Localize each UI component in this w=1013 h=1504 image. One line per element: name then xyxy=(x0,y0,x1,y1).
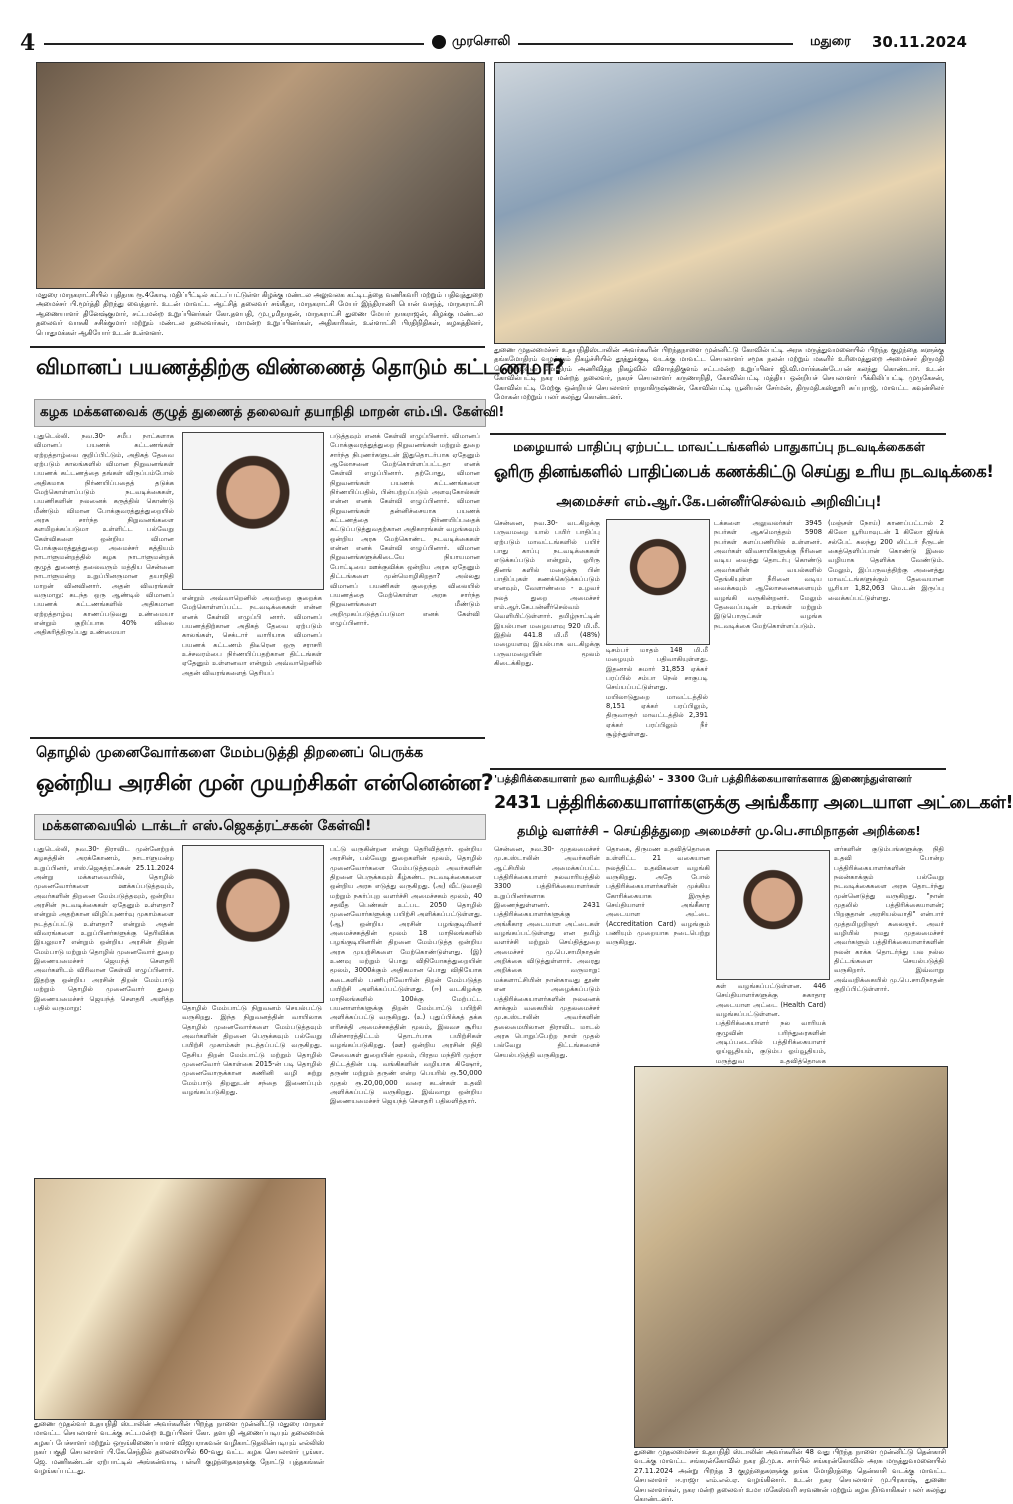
masthead-right-rule xyxy=(518,43,793,45)
divider xyxy=(490,768,946,770)
article3-subheadline: மக்களவையில் டாக்டர் எஸ்.ஜெகத்ரட்சகன் கேள்வி! xyxy=(42,818,372,834)
article3-col1: புதுடெல்லி, நவ.30- திராவிட முன்னேற்றக் கழகத்தின் அரக்கோணம், நாடாளுமன்ற உறுப்பினர், எஸ்.ஜெகத்ரட்சகன் 25.11.2024 அன்று மக்களவையில், தொழில் முனைவோர்களை ஊக்கப்படுத்தவும், அவர்களின் திறனை மேம்படுத்தவும், ஒன்றிய அரசின் நடவடிக்கைகள் ஏதேனும் உள்ளதா? என்றும் அதற்கான விழிப்புணர்வு முகாம்களை நடத்தப்பட்டு உள்ளதா? என்றும் அதன் விவரங்களை உறுப்பினர்களுக்கு தெரிவிக்க இயலுமா? என்றும் ஒன்றிய அரசின் திறன் மேம்பாடு மற்றும் தொழில் முனைவோர் துறை இணையமைச்சர் ஜெயந்த் சௌதரி அவர்களிடம் விரிவான கேள்வி எழுப்பினார். இதற்கு ஒன்றிய அரசின் திறன் மேம்பாடு மற்றும் தொழில் முனைவோர் துறை இணையமைச்சர் ஜெயந்த் சௌதரி அளித்த பதில் வருமாறு: xyxy=(34,845,174,1012)
article4-headline: 2431 பத்திரிக்கையாளர்களுக்கு அங்கீகார அடையாள அட்டைகள்! xyxy=(494,793,1013,813)
article4-subheadline: தமிழ் வளர்ச்சி – செய்தித்துறை அமைச்சர் மு.பெ.சாமிநாதன் அறிக்கை! xyxy=(517,823,921,838)
article4-col3: கள் வழங்கப்பட்டுள்ளன. 446 செய்தியாளர்களுக்கு சுகாதார அடையாள அட்டை (Health Card) வழங்கப்பட்டுள்ளன. பத்திரிக்கையாளர் நல வாரியக் குழுவின் பரிந்துரைகளின் அடிப்படையில் பத்திரிக்கையாளர் ஓய்வூதியம், குடும்ப ஓய்வூதியம், மருத்துவ உதவித்தொகை xyxy=(716,982,826,1065)
article1-subheadline: கழக மக்களவைக் குழுத் துணைத் தலைவர் தயாநிதி மாறன் எம்.பி. கேள்வி! xyxy=(40,404,505,420)
masthead xyxy=(16,30,967,56)
masthead-logo-icon xyxy=(432,35,446,49)
article1-col1: புதுடெல்லி. நவ.30- சமீப நாட்களாக விமானப் பயணக் கட்டணங்கள் ஏற்றத்தாழ்வை குறிப்பிட்டும், அதிகத் தேவை ஏற்படும் காலங்களில் விமான நிறுவனங்கள் பயணக் கட்டணத்தை தங்கள் விருப்பம்போல் அதிகமாக நிர்ணயிப்பதைத் தடுக்க மேற்கொள்ளப்படும் நடவடிக்கைகள், பயணிகளின் நலனைக் கருத்தில் கொண்டு மீண்டும் விமான போக்குவரத்துத்துறையில் அரசு சார்ந்த நிறுவனங்களை களமிறக்கப்படுமா உள்ளிட்ட பல்வேறு கேள்விகளை ஒன்றிய விமான போக்குவரத்துத்துறை அமைச்சர் கத்தியம் நாடாளுமன்றத்தில் கழக நாடாளுமன்றக் குழுத் துணைத் தலைவரும் மத்திய சென்னை நாடாளுமன்ற உறுப்பினருமான தயாநிதி மாறன் வினவினார். அதன் விவரங்கள் வருமாறு: கடந்த ஒரு ஆண்டில் விமானப் பயணக் கட்டணங்களில் அதிகமான ஏற்றத்தாழ்வு காணப்படுவது உண்மையா என்றும் குறிப்பாக 40% விலை அதிகரித்திருப்பது உண்மையா xyxy=(34,432,174,637)
photo-dayanidhi-maran xyxy=(182,432,324,590)
divider xyxy=(490,433,946,435)
divider xyxy=(30,737,485,739)
article3-col3: பட்டு வருகின்றன என்று தெரிவித்தார். ஒன்றிய அரசின், பல்வேறு துறைகளின் மூலம், தொழில் முனைவோர்களை மேம்படுத்தவும் அவர்களின் திறனை பெருக்கவும் கீழ்கண்ட நடவடிக்கைகளை ஒன்றிய அரசு எடுத்து வருகிறது. (அ) வீட்டுவசதி மற்றும் நகர்ப்புற வளர்ச்சி அமைச்சகம் மூலம், 40 சதவீத பெண்கள் உட்பட 2050 தொழில் முனைவோர்களுக்கு பயிற்சி அளிக்கப்பட்டுள்ளது. (ஆ) ஒன்றிய அரசின் பழங்குடியினர் அமைச்சகத்தின் மூலம் 18 மாநிலங்களில் பழங்குடியினரின் திறனை மேம்படுத்த ஒன்றிய அரசு முயற்சிகளை மேற்கொண்டுள்ளது. (இ) உணவு மற்றும் பொது விநியோகத்துறையின் மூலம், 3000க்கும் அதிகமான பொது விநியோக கடைகளில் பணிபுரிவோரின் திறன் மேம்படுத்த பயிற்சி அளிக்கப்பட்டுள்ளது. (ஈ) வடகிழக்கு மாநிலங்களில் 100க்கு மேற்பட்ட பயனாளர்களுக்கு திறன் மேம்பாட்டு பயிற்சி அளிக்கப்பட்டு வருகிறது. (உ) புதுப்பிக்கத் தக்க எரிசக்தி அமைச்சகத்தின் மூலம், இலவச சூரிய மின்சாரத்திட்டம் தொடர்பாக பயிற்சிகள் வழங்கப்படுகிறது. (ஊ) ஒன்றிய அரசின் நிதி சேவைகள் துறையின் மூலம், பிரதம மந்திரி முத்ரா திட்டத்தின் படி வங்கிகளின் வழியாக கிஷோர், தருண் மற்றும் தருண் என்ற பெயரில் ரூ.50,000 முதல் ரூ.20,00,000 வரை கடன்கள் உதவி அளிக்கப்பட்டு வருகிறது. இவ்வாறு ஒன்றிய இணையமைச்சர் ஜெயந்த் சௌதரி பதிலளித்தார். xyxy=(330,845,482,1106)
photo-panneerselvam xyxy=(606,519,710,645)
city-name: மதுரை xyxy=(810,34,851,49)
article1-headline: விமானப் பயணத்திற்கு விண்ணைத் தொடும் கட்டணமா? xyxy=(36,355,565,379)
article2-col1: சென்னை, நவ.30- வடகிழக்கு பருவமழை யால் பயிர் பாதிப்பு ஏற்படும் மாவட்டங்களில் பயிர் பாது காப்பு நடவடிக்கைகள் எடுக்கப்படும் என்றும், ஓரிரு தினங் களில் மழைக்கு பின் பாதிப்புகள் கணக்கெடுக்கப்படும் எனவும், வேளாண்மை - உழவர் நலத் துறை அமைச்சர் எம்.ஆர்.கே.பன்னீர்செல்வம் வெளியிட்டுள்ளார். தமிழ்நாட்டின் இயல்பான மழையளவு 920 மி.மீ. இதில் 441.8 மி.மீ (48%) மழையளவு இயல்பாக வடகிழக்கு பருவமழையின் மூலம் கிடைக்கிறது. xyxy=(494,519,600,668)
divider xyxy=(30,346,485,348)
photo-ribbon-cutting xyxy=(36,62,485,289)
article2-col3: டக்களை அலுவலர்கள் 3945 நபர்கள் ஆகமொத்தம் 5908 நபர்கள் களப்பணியில் உள்ளனர். அவர்கள் விவசாயிகளுக்கு நீரினை வடிய வைத்து தொடர்பு கொண்டு அவர்களின் வயல்களில் தேங்கியுள்ள நீரினை வடிய வைக்கவும் ஆலோசனைகளையும் வழங்கி வருகின்றனர். மேலும் தேவைப்படின் உரங்கள் மற்றும் இடுபொருட்கள் வழங்க நடவடிக்கை மேற்கொள்ளப்படும். xyxy=(714,519,822,630)
article2-col4: (மஞ்சள் நோய்) காணப்பட்டால் 2 கிலோ யூரியாவுடன் 1 கிலோ ஜிங்க் சல்பேட் கலந்து 200 லிட்டர் நீருடன் கைத்தெளிப்பான் கொண்டு இலை வழியாக தெளிக்க வேண்டும். மேலும், இப்பருவத்திற்கு அனைத்து மாவட்டங்களுக்கும் தேவையான யூரியா 1,82,063 மெ.டன் இருப்பு வைக்கப்பட்டுள்ளது. xyxy=(828,519,944,602)
photo-saminathan xyxy=(716,850,830,980)
photo-ribbon-cutting-caption: மதுரை மாநகராட்சியில் புதிதாக ரூ.4கோடி மதிப்பீட்டில் கட்டப்பட்டுள்ள கிழக்கு மண்டல அலுவலக கட்டிடத்தை வணிகவரி மற்றும் பதிவுத்துறை அமைச்சர் பி.மூர்த்தி திறந்து வைத்தார். உடன் மாவட்ட ஆட்சித் தலைவர் சங்கீதா, மாநகராட்சி மேயர் இந்திராணி பொன் வசந்த், மாநகராட்சி ஆணையாளர் தினேஷ்குமார், சட்டமன்ற உறுப்பினர்கள் கோ.தளபதி, மு.பூமிநாதன், மாநகராட்சி துணை மேயர் நாகராஜன், கிழக்கு மண்டல தலைவர் வாசுகி சசிக்குமார் மற்றும் மண்டல தலைவர்கள், மாமன்ற உறுப்பினர்கள், அதிகாரிகள், உள்ளாட்சி பிரதிநிதிகள், கழகத்தினர், பொதுமக்கள் ஆகியோர் உடன் உள்ளனர். xyxy=(36,291,483,337)
article1-col2: என்றும் அவ்வாறெனில் அவற்றை குறைக்க மேற்கொள்ளப்பட்ட நடவடிக்கைகள் என்ன எனக் கேள்வி எழுப்பி னார். விமானப் பயணத்திற்கான அதிகத் தேவை ஏற்படும் காலங்கள், செக்டார் வாரியாக விமானப் பயணக் கட்டணம் திடீரென ஒரு சராசரி உச்சவரம்பை நிர்ணயிப்பதற்கான திட்டங்கள் ஏதேனும் உள்ளனவா என்றும் அவ்வாறெனில் அதன் விவரங்களைத் தெரியப் xyxy=(182,594,322,677)
photo-ring-ceremony-caption: துணை முதலமைச்சர் உதயநிதிஸ்டாலின் அவர்களின் பிறந்தநாளை முன்னிட்டு கோவில்பட்டி அரசு மருத்துவமனையில் பிறந்த குழந்தை களுக்கு தங்கமோதிரம் வழங்கும் நிகழ்ச்சியில் தூத்துக்குடி வடக்கு மாவட்ட செயலாளர் சமூக நலன் மற்றும் மகளிர் உரிமைத்துறை அமைச்சர் திருமதி பெ.கீதாஜீவன் மோதிரம் அணிவித்த நிகழ்வில் விளாத்திகுளம் சட்டமன்ற உறுப்பினர் ஜி.வி.மார்க்கண்டேயன் கலந்து கொண்டார். உடன் கோவில்பட்டி நகர மன்றத் தலைவர், நகரச் செயலாளர் கருணாநிதி, கோவில்பட்டி மத்திய ஒன்றியச் செயலாளர் பீக்கிலிப்பட்டி முருகேசன், கோவில்பட்டி மேற்கு ஒன்றியச் செயலாளர் ராதாகிருஷ்ணன், கோவில்பட்டி யூனியன் சேர்மன், திருமதி.கஸ்தூரி சுப்புராஜ், மாவட்ட கவுன்சிலர் மோகன் மற்றும் பலர் கலந்து கொண்டனர். xyxy=(494,346,944,402)
photo-jagathrakshakan xyxy=(182,845,324,1003)
article2-subheadline: அமைச்சர் எம்.ஆர்.கே.பன்னீர்செல்வம் அறிவிப்பு! xyxy=(556,494,882,510)
article4-col4: ளர்களின் குடும்பங்களுக்கு நிதி உதவி போன்ற பத்திரிக்கையாளர்களின் நலன்காக்கும் பல்வேறு நடவடிக்கைகளை அரசு தொடர்ந்து முன்னெடுத்து வருகிறது. "நான் முதலில் பத்திரிக்கையாளன்; பிறகுதான் அரசியல்வாதி" என்பார் முத்தமிழறிஞர் கலைஞர். அவர் வழியில் நமது முதலமைச்சர் அவர்களும் பத்திரிக்கையாளர்களின் நலன் காக்க தொடர்ந்து பல நல்ல திட்டங்களை செயல்படுத்தி வருகிறார். இவ்வாறு அவ்வறிக்கையில் மு.பெ.சாமிநாதன் குறிப்பிட்டுள்ளார். xyxy=(834,845,944,994)
masthead-left-rule xyxy=(44,43,424,45)
article3-headline: ஒன்றிய அரசின் முன் முயற்சிகள் என்னென்ன? xyxy=(36,771,494,796)
paper-name: முரசொலி xyxy=(452,34,511,49)
photo-hospital-caption: துணை முதலமைச்சர் உதயநிதி ஸ்டாலின் அவர்களின் 48 வது பிறந்த நாளை முன்னிட்டு தென்காசி வடக்கு மாவட்ட சங்கரன்கோவில் நகர தி.மு.க. சார்பில் சங்கரன்கோவில் அரசு மருத்துவமனையில் 27.11.2024 அன்று பிறந்த 3 குழந்தைகளுக்கு தங்க மோதிரத்தை தென்காசி வடக்கு மாவட்ட செயலாளர் ஈ.ராஜா எம்.எல்.ஏ. வழங்கினார். உடன் நகர செயலாளர் மு.பிரகாஷ், துணை செயலாளர்கள், நகர மன்ற தலைவர் உமா மகேஸ்வரி சரவணன் மற்றும் கழக நிர்வாகிகள் பலர் கலந்து கொண்டனர். xyxy=(634,1448,946,1504)
article4-kicker: 'பத்திரிக்கையாளர் நல வாரியத்தில்' – 3300 பேர் பத்திரிக்கையாளர்களாக இணைந்துள்ளனர் xyxy=(494,774,912,785)
article2-headline: ஓரிரு தினங்களில் பாதிப்பைக் கணக்கிட்டு செய்து உரிய நடவடிக்கை! xyxy=(494,462,994,481)
issue-date: 30.11.2024 xyxy=(872,33,967,51)
article3-kicker: தொழில் முனைவோர்களை மேம்படுத்தி திறனைப் பெருக்க xyxy=(36,745,424,761)
article1-col3: படுத்தவும் எனக் கேள்வி எழுப்பினார். விமானப் போக்குவரத்துத்துறை நிறுவனங்கள் மற்றும் துறை சார்ந்த நிபுணர்களுடன் இதுதொடர்பாக ஏதேனும் ஆலோசனை மேற்கொள்ளப்பட்டதா எனக் கேள்வி எழுப்பினார். தற்போது, விமான நிறுவனங்கள் பயணக் கட்டணங்களை நிர்ணயிப்பதில், பின்பற்றப்படும் அளவுகோல்கள் என்ன எனக் கேள்வி எழுப்பினார். விமான நிறுவனங்கள் தன்னிச்சையாக பயணக் கட்டணத்தை நிர்ணயிப்பதைக் கட்டுப்படுத்துவதற்கான அதிகாரங்கள் வழங்கவும் ஒன்றிய அரசு மேற்கொண்ட நடவடிக்கைகள் என்ன எனக் கேள்வி எழுப்பினார். விமான நிறுவனங்களுக்கிடையே நியாயமான போட்டியை ஊக்குவிக்க ஒன்றிய அரசு ஏதேனும் திட்டங்களை முன்மொழிகிறதா? அல்லது விமானப் பயணிகள் குறைந்த விலையில் பயணத்தை மேற்கொள்ள அரசு சார்ந்த நிறுவனங்களை மீண்டும் அறிமுகப்படுத்தப்படுமா எனக் கேள்வி எழுப்பினார். xyxy=(330,432,480,627)
article2-col2: டிசம்பர் மாதம் 148 மி.மீ மழையும் பதிவாகியுள்ளது. இதனால் சுமார் 31,853 ஏக்கர் பரப்பில் சம்பா நெல் சாகுபடி செய்யப்பட்டுள்ளது. மயிலாடுதுறை மாவட்டத்தில் 8,151 ஏக்கர் பரப்பிலும், திருவாரூர் மாவட்டத்தில் 2,391 ஏக்கர் பரப்பிலும் நீர் சூழ்ந்துள்ளது. xyxy=(606,646,708,739)
article3-col2: தொழில் மேம்பாட்டு நிறுவனம் செயல்பட்டு வருகிறது. இந்த நிறுவனத்தின் வாயிலாக தொழில் முனைவோர்களை மேம்படுத்தவும் அவர்களின் திறனை பெருக்கவும் பல்வேறு பயிற்சி முகாம்கள் நடத்தப்பட்டு வருகிறது. தேசிய திறன் மேம்பாட்டு மற்றும் தொழில் முனைவோர் கொள்கை 2015-ன் படி தொழில் முனைவோருக்கான கணினி வழி சுற்று மேம்பாடு திறனுடன் சந்தை இணைப்பும் வழங்கப்படுகிறது. xyxy=(182,1004,322,1097)
article4-col2: தொகை, திருமண உதவித்தொகை உள்ளிட்ட 21 வகையான நலத்திட்ட உதவிகளை வழங்கி வருகிறது. அதே போல் பத்திரிக்கையாளர்களின் முக்கிய கோரிக்கையாக இருந்த செய்தியாளர் அங்கீகார அடையாள அட்டை (Accreditation Card) வழங்கும் பணியும் முறையாக நடைபெற்று வருகிறது. xyxy=(606,845,710,947)
article2-kicker: மழையால் பாதிப்பு ஏற்பட்ட மாவட்டங்களில் பாதுகாப்பு நடவடிக்கைகள் xyxy=(513,439,925,454)
page-number: 4 xyxy=(20,30,36,56)
photo-anganwadi-caption: துணை முதல்வர் உதயநிதி ஸ்டாலின் அவர்களின் பிறந்த நாளை முன்னிட்டு மதுரை மாநகர் மாவட்ட செயலாளர் வடக்கு சட்டமன்ற உறுப்பினர் கோ. தளபதி ஆணைப்படியும் தலைமைக் கழகப் பேச்சாளர் மற்றும் ஒருங்கிணைப்பாளர் விஜயராகவன் வழிகாட்டுதலின்படியும் எல்லிஸ் நகர் பகுதி செயலாளர் பி.கே.செந்தில் தலைமையில் 60-வது வட்ட கழக செயலாளர் பூங்கா. ஜெ. மணிகண்டன் ஏற்பாட்டில் அங்கன்வாடி பள்ளி குழந்தைகளுக்கு நோட்டு புத்தகங்கள் வழங்கப்பட்டது. xyxy=(34,1420,324,1476)
photo-anganwadi-children xyxy=(34,1178,326,1420)
photo-ring-ceremony xyxy=(494,62,946,344)
photo-hospital-ring xyxy=(634,1066,948,1448)
article4-col1: சென்னை, நவ.30- முதலமைச்சர் மு.க.ஸ்டாலின் அவர்களின் ஆட்சியில் அமைக்கப்பட்ட பத்திரிக்கையாளர் நலவாரியத்தில் 3300 பத்திரிக்கையாளர்கள் உறுப்பினர்களாக இணைந்துள்ளனர். 2431 பத்திரிக்கையாளர்களுக்கு அங்கீகார அடையாள அட்டைகள் வழங்கப்பட்டுள்ளது என தமிழ் வளர்ச்சி மற்றும் செய்தித்துறை அமைச்சர் மு.பெ.சாமிநாதன் அறிக்கை விடுத்துள்ளார். அவரது அறிக்கை வருமாறு: மக்களாட்சியின் நான்காவது தூண் என அழைக்கப்படும் பத்திரிக்கையாளர்களின் நலனைக் காக்கும் வகையில் முதலமைச்சர் மு.க.ஸ்டாலின் அவர்களின் தலைமையிலான திராவிட மாடல் அரசு பொறுப்பேற்ற நாள் முதல் பல்வேறு திட்டங்களைச் செயல்படுத்தி வருகிறது. xyxy=(494,845,600,1059)
